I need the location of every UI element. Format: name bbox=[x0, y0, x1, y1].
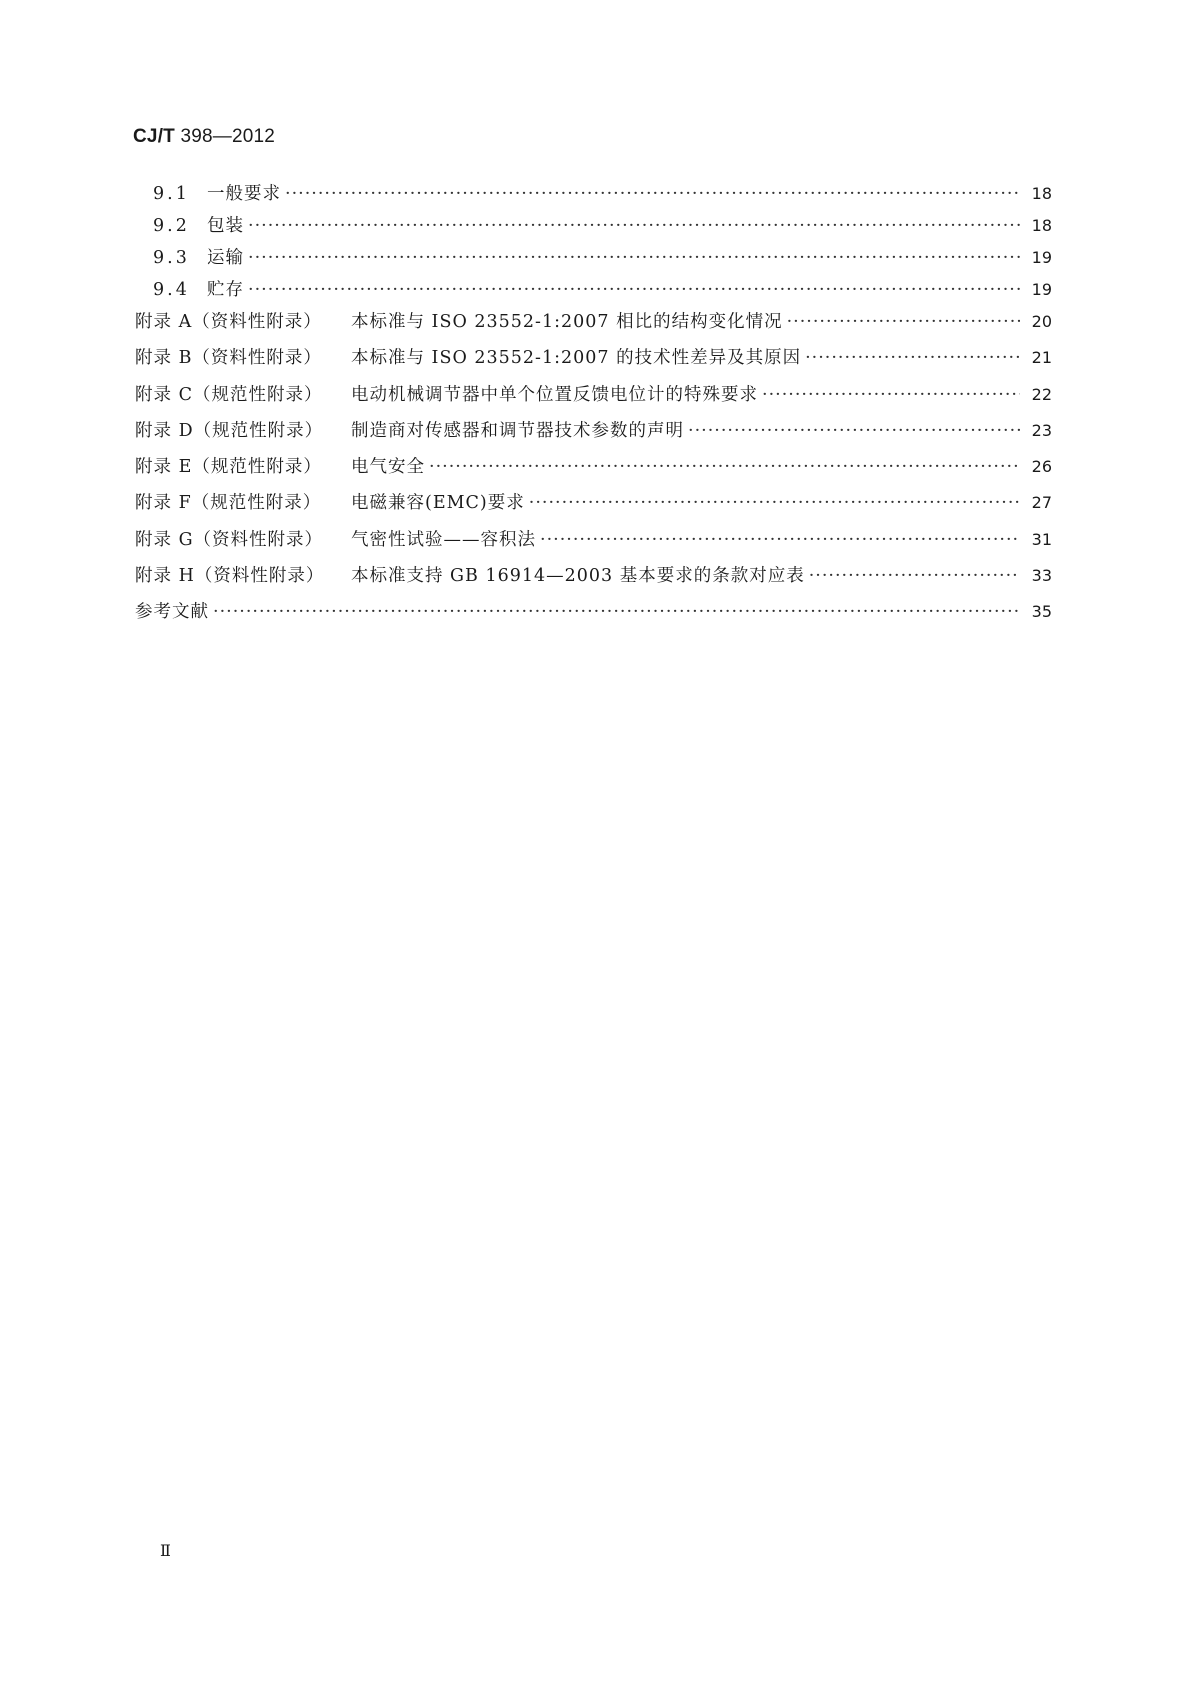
toc-annex-d[interactable] bbox=[135, 417, 1052, 453]
dot-leader bbox=[429, 457, 1020, 477]
annex-label: 附录 A（资料性附录） bbox=[135, 312, 322, 332]
toc-entry-page: 19 bbox=[1031, 280, 1052, 299]
toc-entry-9-1[interactable] bbox=[135, 180, 1052, 212]
dot-leader bbox=[809, 566, 1020, 586]
annex-label: 附录 E（规范性附录） bbox=[135, 457, 322, 478]
annex-page: 22 bbox=[1031, 384, 1052, 404]
dot-leader bbox=[762, 385, 1020, 405]
dot-leader bbox=[805, 348, 1020, 368]
dot-leader bbox=[285, 184, 1020, 204]
annex-title: 电气安全 bbox=[351, 457, 425, 478]
toc-annex-c[interactable] bbox=[135, 381, 1052, 417]
toc-entry-title: 包装 bbox=[207, 216, 244, 236]
annex-title: 本标准与 ISO 23552-1:2007 相比的结构变化情况 bbox=[351, 312, 783, 332]
toc-entry-page: 19 bbox=[1031, 248, 1052, 267]
annex-page: 20 bbox=[1031, 312, 1052, 331]
annex-label: 附录 D（规范性附录） bbox=[135, 420, 324, 441]
references-title: 参考文献 bbox=[135, 602, 209, 623]
annex-label: 附录 F（规范性附录） bbox=[135, 493, 322, 514]
toc-entry-title: 一般要求 bbox=[207, 184, 281, 204]
annex-label: 附录 G（资料性附录） bbox=[135, 529, 324, 550]
annex-page: 21 bbox=[1031, 348, 1052, 368]
standard-code-prefix: CJ/T bbox=[133, 126, 175, 147]
toc-entry-title: 运输 bbox=[207, 248, 244, 268]
toc-annex-e[interactable] bbox=[135, 453, 1052, 489]
dot-leader bbox=[529, 493, 1020, 513]
annex-title: 气密性试验——容积法 bbox=[351, 529, 536, 550]
references-page: 35 bbox=[1031, 602, 1052, 622]
dot-leader bbox=[248, 248, 1020, 268]
toc-entry-number: 9.4 bbox=[153, 280, 190, 300]
annex-page: 23 bbox=[1031, 420, 1052, 440]
toc-entry-number: 9.3 bbox=[153, 248, 190, 268]
standard-code-number: 398—2012 bbox=[180, 126, 276, 147]
toc-entry-9-3[interactable] bbox=[135, 244, 1052, 276]
annex-page: 26 bbox=[1031, 457, 1052, 477]
annex-page: 27 bbox=[1031, 493, 1052, 513]
toc-annex-b[interactable] bbox=[135, 344, 1052, 380]
annex-title: 制造商对传感器和调节器技术参数的声明 bbox=[351, 420, 684, 441]
toc-entry-9-2[interactable] bbox=[135, 212, 1052, 244]
toc-entry-number: 9.2 bbox=[153, 216, 190, 236]
dot-leader bbox=[248, 280, 1020, 300]
toc-entry-page: 18 bbox=[1031, 184, 1052, 203]
annex-title: 电动机械调节器中单个位置反馈电位计的特殊要求 bbox=[351, 384, 758, 405]
dot-leader bbox=[787, 312, 1020, 332]
toc-annex-a[interactable] bbox=[135, 308, 1052, 344]
annex-label: 附录 H（资料性附录） bbox=[135, 566, 325, 587]
annex-title: 电磁兼容(EMC)要求 bbox=[351, 493, 525, 514]
page-folio: Ⅱ bbox=[160, 1541, 171, 1560]
toc-annex-f[interactable] bbox=[135, 489, 1052, 525]
toc-entry-9-4[interactable] bbox=[135, 276, 1052, 308]
annex-title: 本标准与 ISO 23552-1:2007 的技术性差异及其原因 bbox=[351, 348, 802, 369]
dot-leader bbox=[248, 216, 1020, 236]
standard-code bbox=[133, 126, 275, 148]
toc-entry-number: 9.1 bbox=[153, 184, 190, 204]
dot-leader bbox=[213, 602, 1020, 622]
dot-leader bbox=[540, 530, 1020, 550]
toc-annex-h[interactable] bbox=[135, 562, 1052, 598]
annex-label: 附录 B（资料性附录） bbox=[135, 348, 322, 369]
annex-title: 本标准支持 GB 16914—2003 基本要求的条款对应表 bbox=[351, 566, 805, 587]
annex-page: 33 bbox=[1031, 566, 1052, 586]
table-of-contents bbox=[135, 180, 1052, 635]
toc-annex-g[interactable] bbox=[135, 526, 1052, 562]
dot-leader bbox=[688, 421, 1020, 441]
toc-entry-title: 贮存 bbox=[207, 280, 244, 300]
toc-entry-page: 18 bbox=[1031, 216, 1052, 235]
annex-page: 31 bbox=[1031, 529, 1052, 549]
annex-label: 附录 C（规范性附录） bbox=[135, 384, 323, 405]
toc-references[interactable] bbox=[135, 598, 1052, 634]
